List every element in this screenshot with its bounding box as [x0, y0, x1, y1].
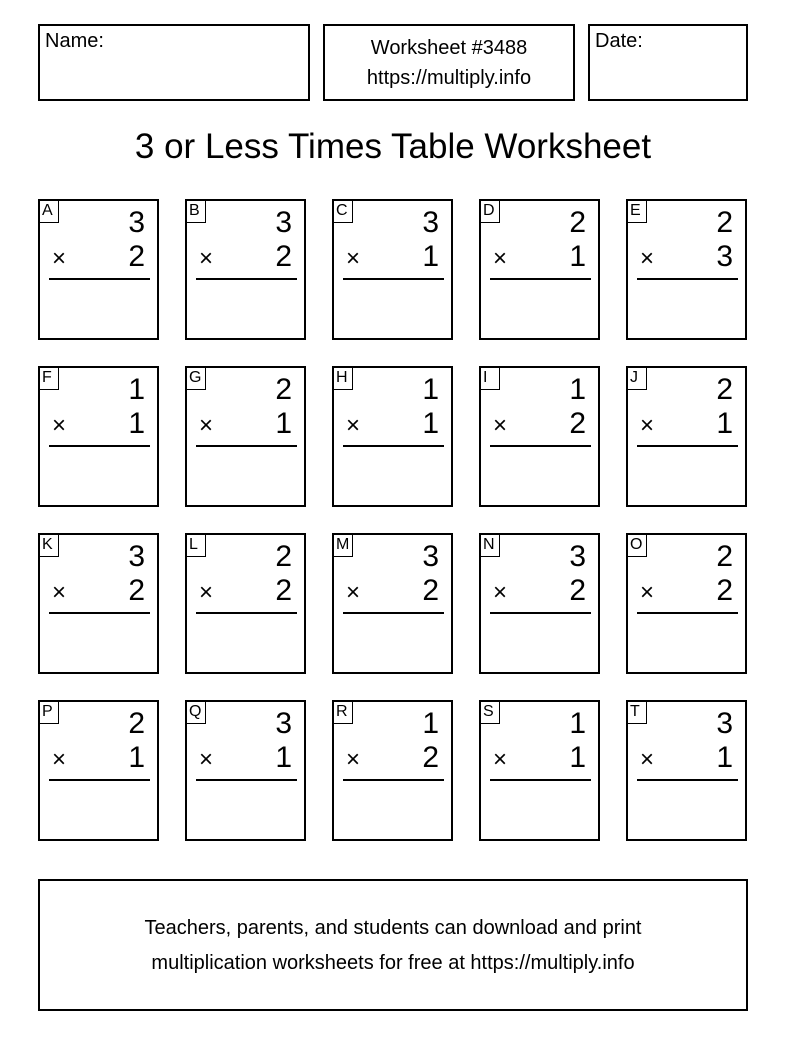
problem-card[interactable] — [185, 199, 306, 340]
problem-letter: K — [39, 534, 59, 557]
worksheet-url: https://multiply.info — [366, 67, 532, 89]
problem-letter: B — [186, 200, 206, 223]
multiplier: 2 — [275, 574, 292, 607]
multiplier: 2 — [422, 574, 439, 607]
multiply-sign: × — [493, 412, 508, 439]
answer-line — [196, 612, 297, 614]
multiplier: 2 — [569, 407, 586, 440]
date-field[interactable] — [588, 24, 748, 101]
footer-box — [38, 879, 748, 1011]
problem-letter: H — [333, 367, 353, 390]
problem-letter: P — [39, 701, 59, 724]
multiplicand: 2 — [275, 540, 292, 573]
multiply-sign: × — [640, 245, 655, 272]
problem-card[interactable] — [332, 199, 453, 340]
multiplier: 2 — [422, 741, 439, 774]
multiplicand: 2 — [716, 373, 733, 406]
problem-card[interactable] — [38, 700, 159, 841]
multiplicand: 1 — [422, 707, 439, 740]
answer-line — [637, 779, 738, 781]
multiplicand: 1 — [128, 373, 145, 406]
multiply-sign: × — [493, 579, 508, 606]
problem-letter: C — [333, 200, 353, 223]
answer-line — [490, 612, 591, 614]
multiplier: 1 — [569, 741, 586, 774]
problem-letter: G — [186, 367, 206, 390]
problem-card[interactable] — [479, 700, 600, 841]
multiply-sign: × — [199, 579, 214, 606]
multiply-sign: × — [346, 245, 361, 272]
multiplicand: 2 — [716, 540, 733, 573]
multiplier: 2 — [569, 574, 586, 607]
problem-card[interactable] — [185, 366, 306, 507]
answer-line — [196, 779, 297, 781]
problem-letter: F — [39, 367, 59, 390]
problem-card[interactable] — [626, 533, 747, 674]
answer-line — [49, 278, 150, 280]
multiply-sign: × — [640, 412, 655, 439]
problem-card[interactable] — [38, 366, 159, 507]
answer-line — [637, 278, 738, 280]
multiply-sign: × — [346, 579, 361, 606]
multiplicand: 3 — [422, 540, 439, 573]
problem-letter: N — [480, 534, 500, 557]
problem-letter: I — [480, 367, 500, 390]
problem-card[interactable] — [38, 533, 159, 674]
problem-card[interactable] — [185, 700, 306, 841]
multiply-sign: × — [346, 412, 361, 439]
multiplier: 1 — [422, 240, 439, 273]
problem-card[interactable] — [38, 199, 159, 340]
multiplier: 1 — [569, 240, 586, 273]
problem-card[interactable] — [332, 533, 453, 674]
footer-line-2: multiplication worksheets for free at https://multiply.info — [151, 952, 635, 974]
multiply-sign: × — [199, 746, 214, 773]
multiplier: 1 — [128, 741, 145, 774]
problem-letter: R — [333, 701, 353, 724]
answer-line — [196, 278, 297, 280]
problem-letter: M — [333, 534, 353, 557]
multiply-sign: × — [493, 245, 508, 272]
answer-line — [637, 445, 738, 447]
multiplier: 2 — [275, 240, 292, 273]
problem-card[interactable] — [626, 366, 747, 507]
multiplier: 3 — [716, 240, 733, 273]
problem-letter: L — [186, 534, 206, 557]
problem-card[interactable] — [332, 366, 453, 507]
multiply-sign: × — [199, 245, 214, 272]
problem-card[interactable] — [479, 199, 600, 340]
multiplier: 1 — [716, 407, 733, 440]
multiply-sign: × — [199, 412, 214, 439]
answer-line — [196, 445, 297, 447]
worksheet-number: Worksheet #3488 — [370, 37, 528, 59]
problem-letter: J — [627, 367, 647, 390]
multiplicand: 2 — [716, 206, 733, 239]
answer-line — [343, 612, 444, 614]
multiplicand: 3 — [716, 707, 733, 740]
problem-card[interactable] — [332, 700, 453, 841]
multiplicand: 3 — [422, 206, 439, 239]
answer-line — [49, 612, 150, 614]
answer-line — [637, 612, 738, 614]
answer-line — [343, 445, 444, 447]
page-title: 3 or Less Times Table Worksheet — [134, 127, 652, 166]
multiplicand: 3 — [569, 540, 586, 573]
multiplier: 1 — [275, 741, 292, 774]
answer-line — [490, 278, 591, 280]
problem-letter: E — [627, 200, 647, 223]
multiplicand: 1 — [569, 707, 586, 740]
multiplicand: 1 — [569, 373, 586, 406]
problem-card[interactable] — [479, 533, 600, 674]
answer-line — [49, 779, 150, 781]
problem-card[interactable] — [626, 700, 747, 841]
multiply-sign: × — [346, 746, 361, 773]
multiplicand: 2 — [569, 206, 586, 239]
problem-letter: Q — [186, 701, 206, 724]
multiplicand: 3 — [275, 206, 292, 239]
footer-text — [40, 911, 746, 981]
multiplicand: 1 — [422, 373, 439, 406]
problem-letter: A — [39, 200, 59, 223]
answer-line — [343, 278, 444, 280]
multiply-sign: × — [640, 746, 655, 773]
multiplier: 2 — [128, 240, 145, 273]
footer-line-1: Teachers, parents, and students can download and print — [144, 917, 642, 939]
problem-letter: O — [627, 534, 647, 557]
name-label: Name: — [45, 30, 104, 52]
multiply-sign: × — [640, 579, 655, 606]
answer-line — [490, 445, 591, 447]
multiplicand: 2 — [275, 373, 292, 406]
problem-letter: S — [480, 701, 500, 724]
answer-line — [49, 445, 150, 447]
multiplier: 2 — [128, 574, 145, 607]
multiply-sign: × — [52, 746, 67, 773]
multiplicand: 3 — [275, 707, 292, 740]
answer-line — [490, 779, 591, 781]
problem-card[interactable] — [479, 366, 600, 507]
multiplier: 1 — [716, 741, 733, 774]
problem-card[interactable] — [626, 199, 747, 340]
multiply-sign: × — [52, 245, 67, 272]
problem-card[interactable] — [185, 533, 306, 674]
multiplicand: 2 — [128, 707, 145, 740]
answer-line — [343, 779, 444, 781]
multiplier: 1 — [422, 407, 439, 440]
multiplier: 1 — [128, 407, 145, 440]
problem-letter: T — [627, 701, 647, 724]
problem-letter: D — [480, 200, 500, 223]
multiply-sign: × — [52, 412, 67, 439]
multiplicand: 3 — [128, 540, 145, 573]
multiply-sign: × — [493, 746, 508, 773]
multiplier: 2 — [716, 574, 733, 607]
name-field[interactable] — [38, 24, 310, 101]
multiply-sign: × — [52, 579, 67, 606]
multiplier: 1 — [275, 407, 292, 440]
worksheet-info-box — [323, 24, 575, 101]
date-label: Date: — [595, 30, 643, 52]
multiplicand: 3 — [128, 206, 145, 239]
